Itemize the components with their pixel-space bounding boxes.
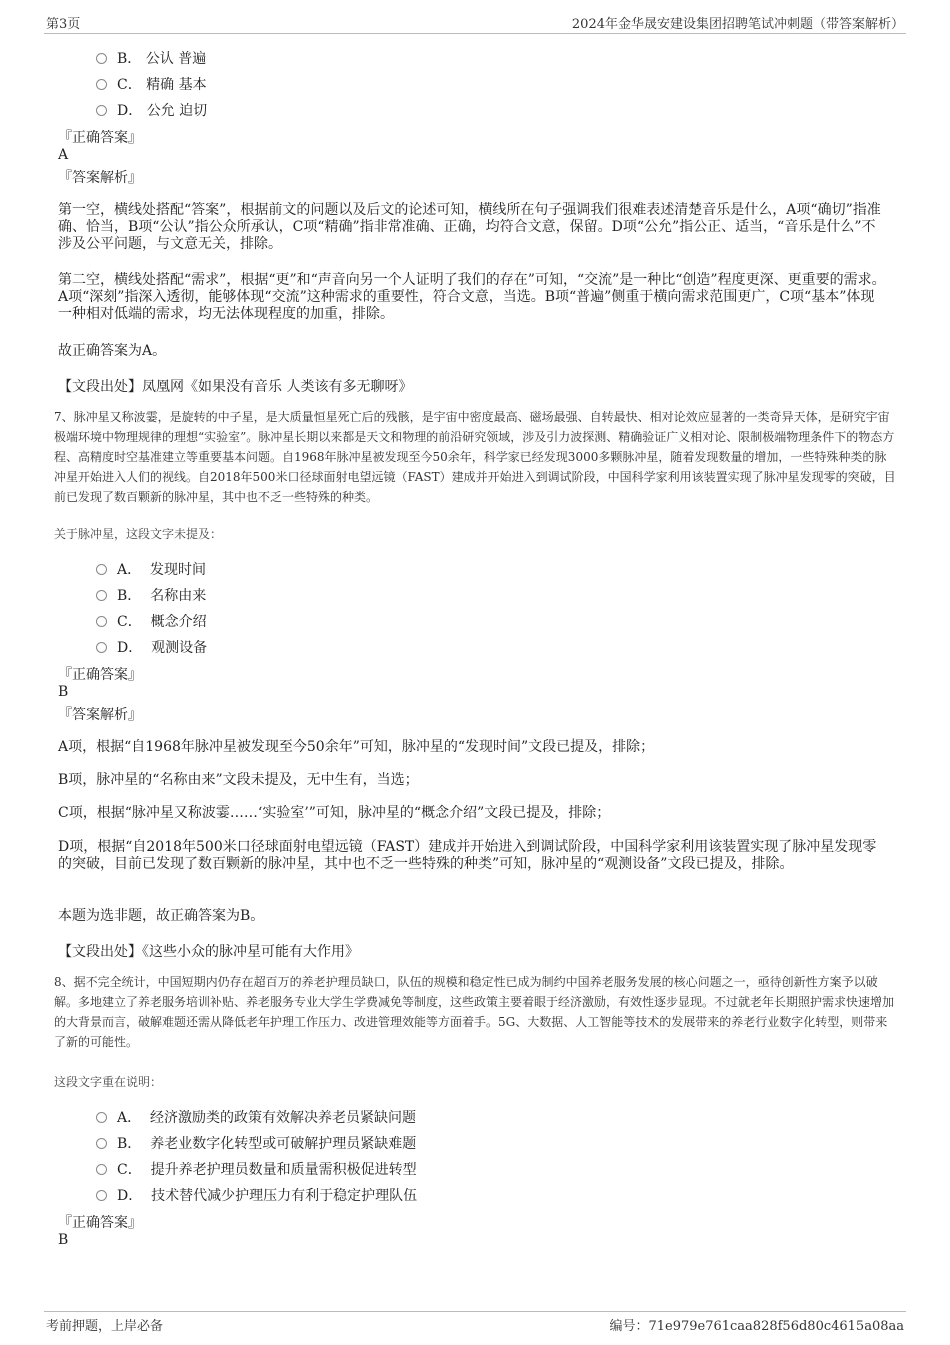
q8-option-d[interactable]: D． 技术替代减少护理压力有利于稳定护理队伍	[96, 1185, 417, 1205]
radio-icon[interactable]	[96, 642, 107, 653]
q7-answer-label: 『正确答案』	[58, 667, 142, 683]
q6-analysis-label: 『答案解析』	[58, 170, 142, 186]
q7-analysis-d: D项，根据“自2018年500米口径球面射电望远镜（FAST）建成并开始进入到调试阶段，中国科学家利用该装置实现了脉冲星发现零的突破，目前已发现了数百颗新的脉冲星，其中也不乏一些特殊的种类”可知，脉冲星的“观测设备”文段已提及，排除。	[58, 839, 877, 872]
q8-option-a[interactable]: A． 经济激励类的政策有效解决养老员紧缺问题	[96, 1107, 416, 1127]
q7-prompt: 关于脉冲星，这段文字未提及：	[54, 527, 223, 541]
q6-analysis-p2: 第二空，横线处搭配“需求”，根据“更”和“声音向另一个人证明了我们的存在”可知，“交流”是一种比“创造”程度更深、更重要的需求。A项“深刻”指深入透彻，能够体现“交流”这种需求的重要性，符合文意，当选。B项“普遍”侧重于横向需求范围更广，C项“基本”体现一种相对低端的需求，均无法体现程度的加重，排除。	[58, 272, 886, 322]
radio-icon[interactable]	[96, 105, 107, 116]
q8-question-text: 8、据不完全统计，中国短期内仍存在超百万的养老护理员缺口，队伍的规模和稳定性已成为制约中国养老服务发展的核心问题之一，亟待创新性方案予以破解。多地建立了养老服务培训补贴、养老服务专业大学生学费减免等制度，这些政策主要着眼于经济激励，有效性逐步显现。不过就老年长期照护需求快速增加的大背景而言，破解难题还需从降低老年护理工作压力、改进管理效能等方面着手。5G、大数据、人工智能等技术的发展带来的养老行业数字化转型，则带来了新的可能性。	[54, 975, 895, 1049]
q7-option-d[interactable]: D． 观测设备	[96, 637, 207, 657]
q7-analysis-a: A项，根据“自1968年脉冲星被发现至今50余年”可知，脉冲星的“发现时间”文段已提及，排除；	[58, 739, 655, 755]
q7-answer: B	[58, 684, 69, 700]
document-title: 2024年金华晟安建设集团招聘笔试冲刺题（带答案解析）	[571, 17, 904, 32]
footer-divider	[44, 1311, 906, 1312]
q7-source: 【文段出处】《这些小众的脉冲星可能有大作用》	[58, 944, 359, 960]
radio-icon[interactable]	[96, 1112, 107, 1123]
q7-analysis-label: 『答案解析』	[58, 707, 142, 723]
header-divider	[44, 33, 906, 34]
q7-option-b[interactable]: B． 名称由来	[96, 585, 206, 605]
q6-analysis-conclusion: 故正确答案为A。	[58, 343, 167, 359]
radio-icon[interactable]	[96, 1138, 107, 1149]
q8-option-b[interactable]: B． 养老业数字化转型或可破解护理员紧缺难题	[96, 1133, 416, 1153]
q7-option-a[interactable]: A． 发现时间	[96, 559, 206, 579]
q7-analysis-conclusion: 本题为选非题，故正确答案为B。	[58, 908, 265, 924]
radio-icon[interactable]	[96, 564, 107, 575]
radio-icon[interactable]	[96, 1190, 107, 1201]
q8-answer: B	[58, 1232, 69, 1248]
q6-source: 【文段出处】凤凰网《如果没有音乐 人类该有多无聊呀》	[58, 379, 413, 395]
radio-icon[interactable]	[96, 1164, 107, 1175]
radio-icon[interactable]	[96, 616, 107, 627]
q6-answer: A	[58, 147, 69, 163]
q7-analysis-b: B项，脉冲星的“名称由来”文段未提及，无中生有，当选；	[58, 772, 419, 788]
q7-option-c[interactable]: C． 概念介绍	[96, 611, 207, 631]
document-id: 编号：71e979e761caa828f56d80c4615a08aa	[609, 1319, 904, 1334]
q6-analysis-p1: 第一空，横线处搭配“答案”，根据前文的问题以及后文的论述可知，横线所在句子强调我们很难表述清楚音乐是什么，A项“确切”指准确、恰当，B项“公认”指公众所承认，C项“精确”指非常准确、正确，均符合文意，保留。D项“公允”指公正、适当，“音乐是什么”不涉及公平问题，与文意无关，排除。	[58, 202, 881, 252]
q8-option-c[interactable]: C． 提升养老护理员数量和质量需积极促进转型	[96, 1159, 417, 1179]
q7-analysis-c: C项，根据“脉冲星又称波霎……‘实验室’”可知，脉冲星的“概念介绍”文段已提及，排除；	[58, 805, 611, 821]
q6-option-b[interactable]: B． 公认 普遍	[96, 48, 206, 68]
footer-slogan: 考前押题，上岸必备	[46, 1319, 164, 1334]
q6-answer-label: 『正确答案』	[58, 130, 142, 146]
q6-option-d[interactable]: D． 公允 迫切	[96, 100, 207, 120]
q6-option-c[interactable]: C． 精确 基本	[96, 74, 207, 94]
q8-prompt: 这段文字重在说明：	[54, 1075, 163, 1089]
radio-icon[interactable]	[96, 590, 107, 601]
page-number: 第3页	[46, 17, 81, 32]
q7-question-text: 7、脉冲星又称波霎，是旋转的中子星，是大质量恒星死亡后的残骸，是宇宙中密度最高、磁场最强、自转最快、相对论效应显著的一类奇异天体，是研究宇宙极端环境中物理规律的理想“实验室”。脉冲星长期以来都是天文和物理的前沿研究领域，涉及引力波探测、精确验证广义相对论、限制极端物理条件下的物态方程、高精度时空基准建立等重要基本问题。自1968年脉冲星被发现至今50余年，科学家已经发现3000多颗脉冲星，随着发现数量的增加，一些特殊种类的脉冲星开始进入人们的视线。自2018年500米口径球面射电望远镜（FAST）建成并开始进入到调试阶段，中国科学家利用该装置实现了脉冲星发现零的突破，目前已发现了数百颗新的脉冲星，其中也不乏一些特殊的种类。	[54, 410, 896, 504]
q8-answer-label: 『正确答案』	[58, 1215, 142, 1231]
radio-icon[interactable]	[96, 79, 107, 90]
radio-icon[interactable]	[96, 53, 107, 64]
